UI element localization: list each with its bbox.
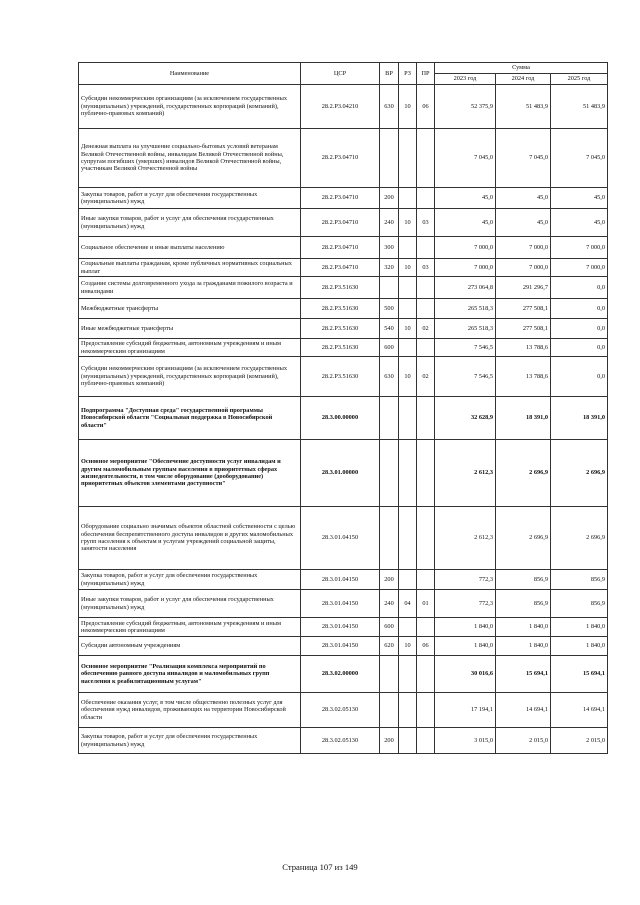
cell-v2024: 45,0 xyxy=(496,209,551,237)
cell-v2025: 7 000,0 xyxy=(551,237,608,259)
cell-vr: 630 xyxy=(380,85,399,129)
cell-csr: 28.2.Р3.04710 xyxy=(301,129,380,188)
cell-pr xyxy=(417,188,435,209)
cell-v2024: 856,9 xyxy=(496,590,551,618)
cell-name: Обеспечение оказания услуг, в том числе общественно полезных услуг для обеспечения нужд инвалидов, проживающих на территории Новосибирской области xyxy=(79,693,301,728)
header-pr: ПР xyxy=(417,63,435,85)
cell-vr: 300 xyxy=(380,237,399,259)
cell-csr: 28.2.Р3.51630 xyxy=(301,319,380,339)
cell-rz xyxy=(399,397,417,440)
cell-vr xyxy=(380,397,399,440)
cell-csr: 28.2.Р3.04710 xyxy=(301,237,380,259)
cell-v2023: 32 628,9 xyxy=(435,397,496,440)
cell-name: Иные закупки товаров, работ и услуг для обеспечения государственных (муниципальных) нужд xyxy=(79,209,301,237)
cell-v2025: 45,0 xyxy=(551,188,608,209)
cell-csr: 28.2.Р3.04710 xyxy=(301,188,380,209)
cell-rz xyxy=(399,693,417,728)
cell-pr: 03 xyxy=(417,209,435,237)
cell-pr xyxy=(417,656,435,693)
cell-v2024: 13 788,6 xyxy=(496,339,551,357)
cell-rz xyxy=(399,188,417,209)
cell-pr: 06 xyxy=(417,637,435,656)
cell-csr: 28.2.Р3.04710 xyxy=(301,209,380,237)
cell-v2024: 2 015,0 xyxy=(496,728,551,754)
cell-v2023: 45,0 xyxy=(435,209,496,237)
cell-name: Денежная выплата на улучшение социально-бытовых условий ветеранам Великой Отечественной войны, инвалидам Великой Отечественной войны, супругам погибших (умерших) инвалидов Великой Отечественной войны, участникам Великой Отечественной войны xyxy=(79,129,301,188)
cell-rz xyxy=(399,507,417,570)
cell-vr: 240 xyxy=(380,590,399,618)
cell-rz xyxy=(399,618,417,637)
cell-name: Закупка товаров, работ и услуг для обеспечения государственных (муниципальных) нужд xyxy=(79,570,301,590)
cell-pr xyxy=(417,397,435,440)
table-row xyxy=(79,188,608,209)
cell-vr: 630 xyxy=(380,357,399,397)
cell-v2025: 7 000,0 xyxy=(551,259,608,277)
cell-name: Закупка товаров, работ и услуг для обеспечения государственных (муниципальных) нужд xyxy=(79,728,301,754)
cell-name: Субсидии автономным учреждениям xyxy=(79,637,301,656)
cell-vr xyxy=(380,440,399,507)
cell-vr: 200 xyxy=(380,728,399,754)
cell-v2025: 14 694,1 xyxy=(551,693,608,728)
cell-v2025: 51 483,9 xyxy=(551,85,608,129)
cell-pr: 01 xyxy=(417,590,435,618)
table-row xyxy=(79,570,608,590)
cell-csr: 28.3.01.04150 xyxy=(301,618,380,637)
cell-v2024: 15 694,1 xyxy=(496,656,551,693)
header-name: Наименование xyxy=(79,63,301,85)
table-row xyxy=(79,618,608,637)
cell-v2024: 291 296,7 xyxy=(496,277,551,299)
cell-name: Социальное обеспечение и иные выплаты населению xyxy=(79,237,301,259)
cell-rz xyxy=(399,440,417,507)
table-row xyxy=(79,397,608,440)
cell-vr: 600 xyxy=(380,339,399,357)
cell-csr: 28.2.Р3.04710 xyxy=(301,259,380,277)
cell-v2025: 0,0 xyxy=(551,357,608,397)
table-row xyxy=(79,357,608,397)
cell-csr: 28.3.00.00000 xyxy=(301,397,380,440)
cell-v2024: 18 391,0 xyxy=(496,397,551,440)
cell-v2024: 7 045,0 xyxy=(496,129,551,188)
cell-vr xyxy=(380,656,399,693)
cell-vr: 200 xyxy=(380,570,399,590)
cell-v2023: 30 016,6 xyxy=(435,656,496,693)
cell-name: Подпрограмма "Доступная среда" государственной программы Новосибирской области "Социальная поддержка в Новосибирской области" xyxy=(79,397,301,440)
budget-table xyxy=(78,62,608,754)
cell-pr xyxy=(417,440,435,507)
cell-pr xyxy=(417,507,435,570)
cell-v2023: 772,3 xyxy=(435,570,496,590)
cell-v2025: 1 840,0 xyxy=(551,618,608,637)
cell-v2023: 52 375,9 xyxy=(435,85,496,129)
cell-vr xyxy=(380,507,399,570)
cell-rz xyxy=(399,237,417,259)
cell-v2025: 856,9 xyxy=(551,570,608,590)
cell-pr: 02 xyxy=(417,357,435,397)
cell-rz xyxy=(399,339,417,357)
cell-rz xyxy=(399,129,417,188)
header-rz: РЗ xyxy=(399,63,417,85)
cell-v2024: 277 508,1 xyxy=(496,319,551,339)
header-year-2025: 2025 год xyxy=(551,74,608,85)
cell-name: Предоставление субсидий бюджетным, автономным учреждениям и иным некоммерческим организациям xyxy=(79,339,301,357)
cell-v2023: 3 015,0 xyxy=(435,728,496,754)
cell-v2023: 7 045,0 xyxy=(435,129,496,188)
cell-pr xyxy=(417,299,435,319)
cell-v2024: 2 696,9 xyxy=(496,440,551,507)
cell-v2023: 265 518,3 xyxy=(435,319,496,339)
cell-rz: 10 xyxy=(399,357,417,397)
cell-v2025: 0,0 xyxy=(551,319,608,339)
cell-pr xyxy=(417,339,435,357)
cell-name: Субсидии некоммерческим организациям (за исключением государственных (муниципальных) учреждений, государственных корпораций (компаний), публично-правовых компаний) xyxy=(79,85,301,129)
cell-csr: 28.3.01.04150 xyxy=(301,637,380,656)
cell-name: Создание системы долговременного ухода за гражданами пожилого возраста и инвалидами xyxy=(79,277,301,299)
cell-pr xyxy=(417,277,435,299)
cell-name: Основное мероприятие "Обеспечение доступности услуг инвалидам и другим маломобильным группам населения в приоритетных сферах жизнедеятельности, в том числе оборудование (дооборудование) приоритетных объектов элементами доступности" xyxy=(79,440,301,507)
cell-pr: 06 xyxy=(417,85,435,129)
table-row xyxy=(79,319,608,339)
cell-v2023: 17 194,1 xyxy=(435,693,496,728)
cell-v2023: 7 546,5 xyxy=(435,357,496,397)
cell-v2025: 7 045,0 xyxy=(551,129,608,188)
cell-vr xyxy=(380,277,399,299)
cell-rz: 10 xyxy=(399,85,417,129)
cell-name: Межбюджетные трансферты xyxy=(79,299,301,319)
cell-name: Предоставление субсидий бюджетным, автономным учреждениям и иным некоммерческим организациям xyxy=(79,618,301,637)
cell-v2024: 45,0 xyxy=(496,188,551,209)
cell-vr: 320 xyxy=(380,259,399,277)
cell-v2024: 856,9 xyxy=(496,570,551,590)
cell-v2023: 7 000,0 xyxy=(435,237,496,259)
cell-v2025: 2 015,0 xyxy=(551,728,608,754)
cell-name: Социальные выплаты гражданам, кроме публичных нормативных социальных выплат xyxy=(79,259,301,277)
cell-v2024: 51 483,9 xyxy=(496,85,551,129)
cell-v2025: 45,0 xyxy=(551,209,608,237)
cell-csr: 28.2.Р3.51630 xyxy=(301,357,380,397)
table-row xyxy=(79,693,608,728)
cell-csr: 28.2.Р3.51630 xyxy=(301,277,380,299)
cell-csr: 28.2.Р3.04210 xyxy=(301,85,380,129)
cell-vr: 620 xyxy=(380,637,399,656)
cell-pr xyxy=(417,129,435,188)
cell-v2023: 2 612,3 xyxy=(435,507,496,570)
cell-v2025: 856,9 xyxy=(551,590,608,618)
header-vr: ВР xyxy=(380,63,399,85)
table-row xyxy=(79,440,608,507)
table-row xyxy=(79,656,608,693)
cell-rz: 10 xyxy=(399,319,417,339)
table-row xyxy=(79,209,608,237)
cell-v2023: 7 546,5 xyxy=(435,339,496,357)
cell-vr xyxy=(380,129,399,188)
table-row xyxy=(79,507,608,570)
cell-vr: 500 xyxy=(380,299,399,319)
cell-pr xyxy=(417,618,435,637)
table-row xyxy=(79,237,608,259)
cell-v2025: 0,0 xyxy=(551,339,608,357)
cell-csr: 28.3.01.04150 xyxy=(301,507,380,570)
cell-v2025: 18 391,0 xyxy=(551,397,608,440)
cell-csr: 28.3.02.00000 xyxy=(301,656,380,693)
cell-v2025: 0,0 xyxy=(551,299,608,319)
cell-pr: 03 xyxy=(417,259,435,277)
cell-csr: 28.2.Р3.51630 xyxy=(301,299,380,319)
cell-rz xyxy=(399,299,417,319)
cell-v2024: 2 696,9 xyxy=(496,507,551,570)
cell-name: Закупка товаров, работ и услуг для обеспечения государственных (муниципальных) нужд xyxy=(79,188,301,209)
cell-v2025: 2 696,9 xyxy=(551,507,608,570)
cell-csr: 28.2.Р3.51630 xyxy=(301,339,380,357)
cell-v2023: 273 064,8 xyxy=(435,277,496,299)
cell-csr: 28.3.01.04150 xyxy=(301,570,380,590)
cell-v2023: 772,3 xyxy=(435,590,496,618)
table-row xyxy=(79,259,608,277)
cell-v2024: 14 694,1 xyxy=(496,693,551,728)
cell-v2023: 7 000,0 xyxy=(435,259,496,277)
cell-name: Субсидии некоммерческим организациям (за исключением государственных (муниципальных) учреждений, государственных корпораций (компаний), публично-правовых компаний) xyxy=(79,357,301,397)
table-row xyxy=(79,637,608,656)
cell-v2023: 1 840,0 xyxy=(435,637,496,656)
cell-v2024: 1 840,0 xyxy=(496,637,551,656)
cell-rz: 04 xyxy=(399,590,417,618)
table-body xyxy=(79,85,608,754)
header-year-2023: 2023 год xyxy=(435,74,496,85)
cell-rz xyxy=(399,728,417,754)
cell-rz: 10 xyxy=(399,637,417,656)
cell-v2025: 15 694,1 xyxy=(551,656,608,693)
cell-name: Иные межбюджетные трансферты xyxy=(79,319,301,339)
cell-vr: 240 xyxy=(380,209,399,237)
cell-pr xyxy=(417,728,435,754)
cell-v2024: 7 000,0 xyxy=(496,237,551,259)
cell-rz xyxy=(399,570,417,590)
budget-table-container xyxy=(78,62,607,754)
cell-vr: 200 xyxy=(380,188,399,209)
cell-v2023: 2 612,3 xyxy=(435,440,496,507)
cell-name: Оборудование социально значимых объектов областной собственности с целью обеспечения беспрепятственного доступа инвалидов и других маломобильных групп населения к объектам и услугам учреждений социальной защиты, занятости населения xyxy=(79,507,301,570)
cell-v2024: 7 000,0 xyxy=(496,259,551,277)
table-row xyxy=(79,85,608,129)
table-row xyxy=(79,590,608,618)
header-year-2024: 2024 год xyxy=(496,74,551,85)
cell-rz: 10 xyxy=(399,209,417,237)
table-row xyxy=(79,728,608,754)
header-sum: Сумма xyxy=(435,63,608,74)
cell-v2023: 1 840,0 xyxy=(435,618,496,637)
cell-rz: 10 xyxy=(399,259,417,277)
cell-v2024: 1 840,0 xyxy=(496,618,551,637)
cell-csr: 28.3.01.04150 xyxy=(301,590,380,618)
cell-v2023: 265 518,3 xyxy=(435,299,496,319)
cell-v2025: 2 696,9 xyxy=(551,440,608,507)
cell-rz xyxy=(399,277,417,299)
cell-csr: 28.3.02.05130 xyxy=(301,728,380,754)
cell-v2023: 45,0 xyxy=(435,188,496,209)
cell-v2024: 13 788,6 xyxy=(496,357,551,397)
cell-name: Иные закупки товаров, работ и услуг для обеспечения государственных (муниципальных) нужд xyxy=(79,590,301,618)
table-row xyxy=(79,277,608,299)
cell-rz xyxy=(399,656,417,693)
cell-pr xyxy=(417,237,435,259)
cell-name: Основное мероприятие "Реализация комплекса мероприятий по обеспечению равного доступа инвалидов и маломобильных групп населения к реабилитационным услугам" xyxy=(79,656,301,693)
cell-vr: 540 xyxy=(380,319,399,339)
cell-csr: 28.3.02.05130 xyxy=(301,693,380,728)
cell-v2024: 277 508,1 xyxy=(496,299,551,319)
cell-pr: 02 xyxy=(417,319,435,339)
table-row xyxy=(79,299,608,319)
table-row xyxy=(79,339,608,357)
cell-vr xyxy=(380,693,399,728)
cell-pr xyxy=(417,693,435,728)
cell-vr: 600 xyxy=(380,618,399,637)
table-row xyxy=(79,129,608,188)
page-number: Страница 107 из 149 xyxy=(282,862,358,872)
cell-v2025: 0,0 xyxy=(551,277,608,299)
cell-csr: 28.3.01.00000 xyxy=(301,440,380,507)
cell-v2025: 1 840,0 xyxy=(551,637,608,656)
cell-pr xyxy=(417,570,435,590)
header-csr: ЦСР xyxy=(301,63,380,85)
